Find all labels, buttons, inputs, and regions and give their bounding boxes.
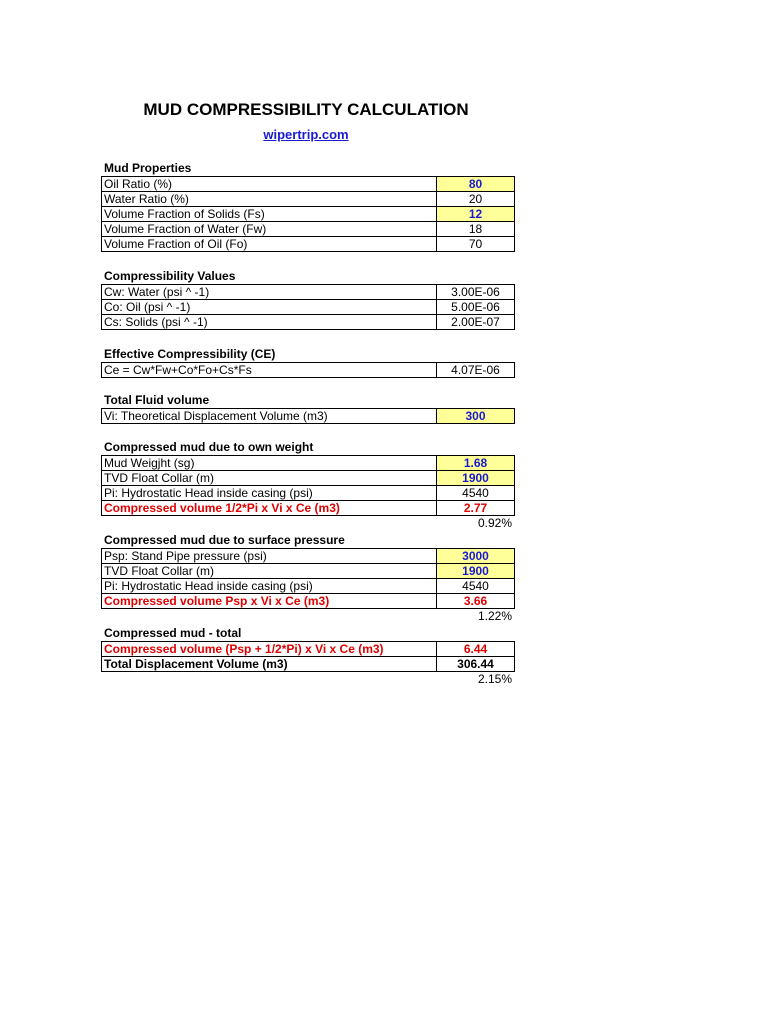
table-row bbox=[102, 471, 515, 486]
table-row bbox=[102, 549, 515, 564]
cw-label: Cw: Water (psi ^ -1) bbox=[102, 285, 437, 300]
own-weight-table bbox=[101, 455, 515, 516]
cw-value: 3.00E-06 bbox=[437, 285, 515, 300]
compressibility-table bbox=[101, 284, 515, 330]
total-percent: 2.15% bbox=[477, 672, 512, 686]
table-row bbox=[102, 594, 515, 609]
water-fraction-label: Volume Fraction of Water (Fw) bbox=[102, 222, 437, 237]
table-row bbox=[102, 409, 515, 424]
table-row bbox=[102, 207, 515, 222]
table-row bbox=[102, 315, 515, 330]
total-displacement-value: 306.44 bbox=[437, 657, 515, 672]
oil-fraction-label: Volume Fraction of Oil (Fo) bbox=[102, 237, 437, 252]
page-title: MUD COMPRESSIBILITY CALCULATION bbox=[143, 100, 469, 119]
tvd-float-collar-label: TVD Float Collar (m) bbox=[102, 564, 437, 579]
table-row bbox=[102, 285, 515, 300]
hydrostatic-head-value: 4540 bbox=[437, 486, 515, 501]
hydrostatic-head-value: 4540 bbox=[437, 579, 515, 594]
website-link[interactable]: wipertrip.com bbox=[263, 127, 349, 142]
compressed-volume-total-label: Compressed volume (Psp + 1/2*Pi) x Vi x Ce (m3) bbox=[102, 642, 437, 657]
table-row bbox=[102, 177, 515, 192]
cs-value: 2.00E-07 bbox=[437, 315, 515, 330]
solids-fraction-label: Volume Fraction of Solids (Fs) bbox=[102, 207, 437, 222]
mud-properties-table bbox=[101, 176, 515, 252]
table-row bbox=[102, 564, 515, 579]
oil-ratio-input[interactable]: 80 bbox=[437, 177, 515, 192]
ce-value: 4.07E-06 bbox=[437, 363, 515, 378]
co-label: Co: Oil (psi ^ -1) bbox=[102, 300, 437, 315]
stand-pipe-pressure-label: Psp: Stand Pipe pressure (psi) bbox=[102, 549, 437, 564]
section-heading-total: Compressed mud - total bbox=[104, 626, 242, 640]
compressed-volume-own-weight-value: 2.77 bbox=[437, 501, 515, 516]
own-weight-percent: 0.92% bbox=[477, 516, 512, 530]
section-heading-effective: Effective Compressibility (CE) bbox=[104, 347, 276, 361]
section-heading-surface-pressure: Compressed mud due to surface pressure bbox=[104, 533, 345, 547]
mud-weight-input[interactable]: 1.68 bbox=[437, 456, 515, 471]
solids-fraction-input[interactable]: 12 bbox=[437, 207, 515, 222]
section-heading-compressibility: Compressibility Values bbox=[104, 269, 236, 283]
compressed-volume-surface-label: Compressed volume Psp x Vi x Ce (m3) bbox=[102, 594, 437, 609]
compressed-volume-surface-value: 3.66 bbox=[437, 594, 515, 609]
water-fraction-value: 18 bbox=[437, 222, 515, 237]
compressed-volume-own-weight-label: Compressed volume 1/2*Pi x Vi x Ce (m3) bbox=[102, 501, 437, 516]
section-heading-mud-properties: Mud Properties bbox=[104, 161, 192, 175]
total-table bbox=[101, 641, 515, 672]
table-row bbox=[102, 456, 515, 471]
tvd-float-collar-label: TVD Float Collar (m) bbox=[102, 471, 437, 486]
mud-weight-label: Mud Weigjht (sg) bbox=[102, 456, 437, 471]
section-heading-own-weight: Compressed mud due to own weight bbox=[104, 440, 314, 454]
water-ratio-label: Water Ratio (%) bbox=[102, 192, 437, 207]
effective-table bbox=[101, 362, 515, 378]
hydrostatic-head-label: Pi: Hydrostatic Head inside casing (psi) bbox=[102, 486, 437, 501]
tvd-float-collar-input[interactable]: 1900 bbox=[437, 471, 515, 486]
total-displacement-label: Total Displacement Volume (m3) bbox=[102, 657, 437, 672]
section-heading-total-fluid: Total Fluid volume bbox=[104, 393, 210, 407]
table-row bbox=[102, 642, 515, 657]
stand-pipe-pressure-input[interactable]: 3000 bbox=[437, 549, 515, 564]
table-row bbox=[102, 486, 515, 501]
surface-pressure-percent: 1.22% bbox=[477, 609, 512, 623]
table-row bbox=[102, 501, 515, 516]
total-fluid-table bbox=[101, 408, 515, 424]
co-value: 5.00E-06 bbox=[437, 300, 515, 315]
table-row bbox=[102, 657, 515, 672]
table-row bbox=[102, 300, 515, 315]
tvd-float-collar-input[interactable]: 1900 bbox=[437, 564, 515, 579]
vi-label: Vi: Theoretical Displacement Volume (m3) bbox=[102, 409, 437, 424]
cs-label: Cs: Solids (psi ^ -1) bbox=[102, 315, 437, 330]
oil-ratio-label: Oil Ratio (%) bbox=[102, 177, 437, 192]
table-row bbox=[102, 222, 515, 237]
hydrostatic-head-label: Pi: Hydrostatic Head inside casing (psi) bbox=[102, 579, 437, 594]
oil-fraction-value: 70 bbox=[437, 237, 515, 252]
water-ratio-value: 20 bbox=[437, 192, 515, 207]
compressed-volume-total-value: 6.44 bbox=[437, 642, 515, 657]
table-row bbox=[102, 237, 515, 252]
vi-input[interactable]: 300 bbox=[437, 409, 515, 424]
table-row bbox=[102, 363, 515, 378]
table-row bbox=[102, 579, 515, 594]
surface-pressure-table bbox=[101, 548, 515, 609]
ce-formula-label: Ce = Cw*Fw+Co*Fo+Cs*Fs bbox=[102, 363, 437, 378]
table-row bbox=[102, 192, 515, 207]
